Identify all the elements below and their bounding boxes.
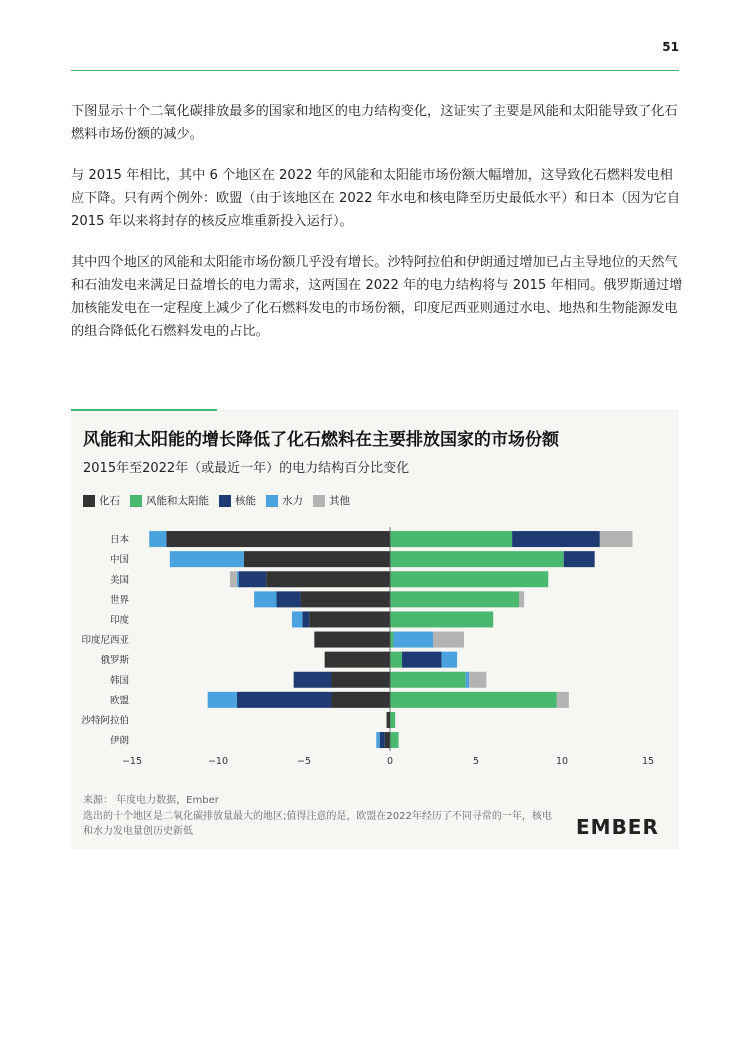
chart-legend [83, 493, 350, 508]
bar-segment [166, 531, 390, 547]
legend-item-3 [266, 493, 303, 508]
page-number: 51 [662, 40, 679, 54]
x-tick-label: 15 [641, 756, 655, 767]
legend-label: 风能和太阳能 [146, 495, 209, 507]
x-tick-label: −10 [207, 756, 229, 767]
x-tick-label: −15 [121, 756, 143, 767]
bar-segment [208, 692, 237, 708]
bar-segment [237, 571, 239, 587]
paragraph-1: 下图显示十个二氧化碳排放最多的国家和地区的电力结构变化，这证实了主要是风能和太阳能导致了化石燃料市场份额的减少。 [71, 104, 678, 142]
bar-segment [254, 591, 276, 607]
legend-swatch [83, 495, 95, 507]
category-label: 中国 [109, 554, 129, 566]
category-label: 印度 [109, 614, 129, 626]
x-tick-label: 10 [555, 756, 569, 767]
bar-segment [442, 652, 457, 668]
category-label: 伊朗 [109, 735, 129, 747]
bar-chart [71, 520, 679, 772]
bar-segment [564, 551, 595, 567]
bar-segment [402, 652, 442, 668]
bar-segment [170, 551, 244, 567]
x-tick-label: 0 [386, 756, 394, 767]
bar-segment [380, 732, 385, 748]
legend-item-2 [219, 493, 256, 508]
bar-segment [301, 591, 390, 607]
bar-segment [390, 632, 393, 648]
legend-swatch [266, 495, 278, 507]
bar-segment [469, 672, 486, 688]
legend-item-4 [313, 493, 350, 508]
bar-segment [390, 531, 512, 547]
legend-swatch [130, 495, 142, 507]
legend-label: 核能 [235, 495, 256, 507]
legend-item-1 [130, 493, 209, 508]
chart-title: 风能和太阳能的增长降低了化石燃料在主要排放国家的市场份额 [83, 430, 559, 450]
bar-segment [390, 672, 466, 688]
bar-segment [294, 672, 332, 688]
category-label: 世界 [109, 594, 129, 606]
bar-segment [230, 571, 237, 587]
category-label: 沙特阿拉伯 [81, 715, 129, 727]
bar-segment [390, 652, 402, 668]
bar-segment [390, 591, 519, 607]
bar-segment [390, 571, 548, 587]
legend-label: 化石 [99, 495, 120, 507]
chart-subtitle: 2015年至2022年（或最近一年）的电力结构百分比变化 [83, 461, 410, 476]
legend-item-0 [83, 493, 120, 508]
chart-note: 选出的十个地区是二氧化碳排放量最大的地区;值得注意的是，欧盟在2022年经历了不同寻常的一年，核电和水力发电量创历史新低 [83, 810, 552, 837]
category-label: 欧盟 [109, 695, 129, 707]
bar-segment [390, 551, 564, 567]
bar-segment [332, 672, 390, 688]
bar-segment [390, 732, 399, 748]
chart-footnote [83, 793, 553, 840]
x-tick-label: −5 [296, 756, 312, 767]
category-label: 韩国 [109, 675, 129, 687]
bar-segment [302, 611, 309, 627]
category-label: 俄罗斯 [100, 655, 129, 667]
ember-logo: EMBER [576, 815, 659, 839]
bar-segment [466, 672, 469, 688]
bar-segment [239, 571, 267, 587]
bar-segment [276, 591, 300, 607]
bar-segment [390, 692, 557, 708]
bar-segment [519, 591, 524, 607]
body-text [71, 100, 683, 361]
bar-segment [376, 732, 379, 748]
header-divider [71, 70, 679, 71]
x-tick-label: 5 [472, 756, 480, 767]
paragraph-3: 其中四个地区的风能和太阳能市场份额几乎没有增长。沙特阿拉伯和伊朗通过增加已占主导地位的天然气和石油发电来满足日益增长的电力需求，这两国在 2022 年的电力结构将与 2015 年相同。俄罗斯通过增加核能发电在一定程度上减少了化石燃料发电的市场份额，印度尼西亚则通过水电、地热和生物能源发电的组合降低化石燃料发电的占比。 [71, 255, 683, 339]
category-label: 美国 [109, 574, 129, 586]
bar-segment [325, 652, 390, 668]
bar-segment [512, 531, 600, 547]
bar-segment [385, 732, 390, 748]
bar-segment [237, 692, 332, 708]
legend-label: 水力 [282, 495, 303, 507]
bar-segment [244, 551, 390, 567]
category-label: 印度尼西亚 [81, 635, 129, 647]
chart-source: 来源： 年度电力数据，Ember [83, 795, 219, 806]
legend-label: 其他 [329, 495, 350, 507]
bar-segment [557, 692, 569, 708]
legend-swatch [313, 495, 325, 507]
bar-segment [387, 712, 390, 728]
bar-segment [292, 611, 302, 627]
bar-segment [393, 632, 433, 648]
category-label: 日本 [109, 534, 129, 546]
bar-segment [390, 712, 395, 728]
bar-segment [266, 571, 390, 587]
bar-segment [149, 531, 166, 547]
bar-segment [433, 632, 464, 648]
bar-segment [600, 531, 633, 547]
bar-segment [314, 632, 390, 648]
legend-swatch [219, 495, 231, 507]
bar-segment [309, 611, 390, 627]
chart-accent-line [71, 409, 217, 411]
bar-segment [390, 611, 493, 627]
bar-segment [332, 692, 390, 708]
paragraph-2: 与 2015 年相比，其中 6 个地区在 2022 年的风能和太阳能市场份额大幅增加，这导致化石燃料发电相应下降。只有两个例外：欧盟（由于该地区在 2022 年水电和核电降至历史最低水平）和日本（因为它自 2015 年以来将封存的核反应堆重新投入运行）。 [71, 168, 681, 229]
